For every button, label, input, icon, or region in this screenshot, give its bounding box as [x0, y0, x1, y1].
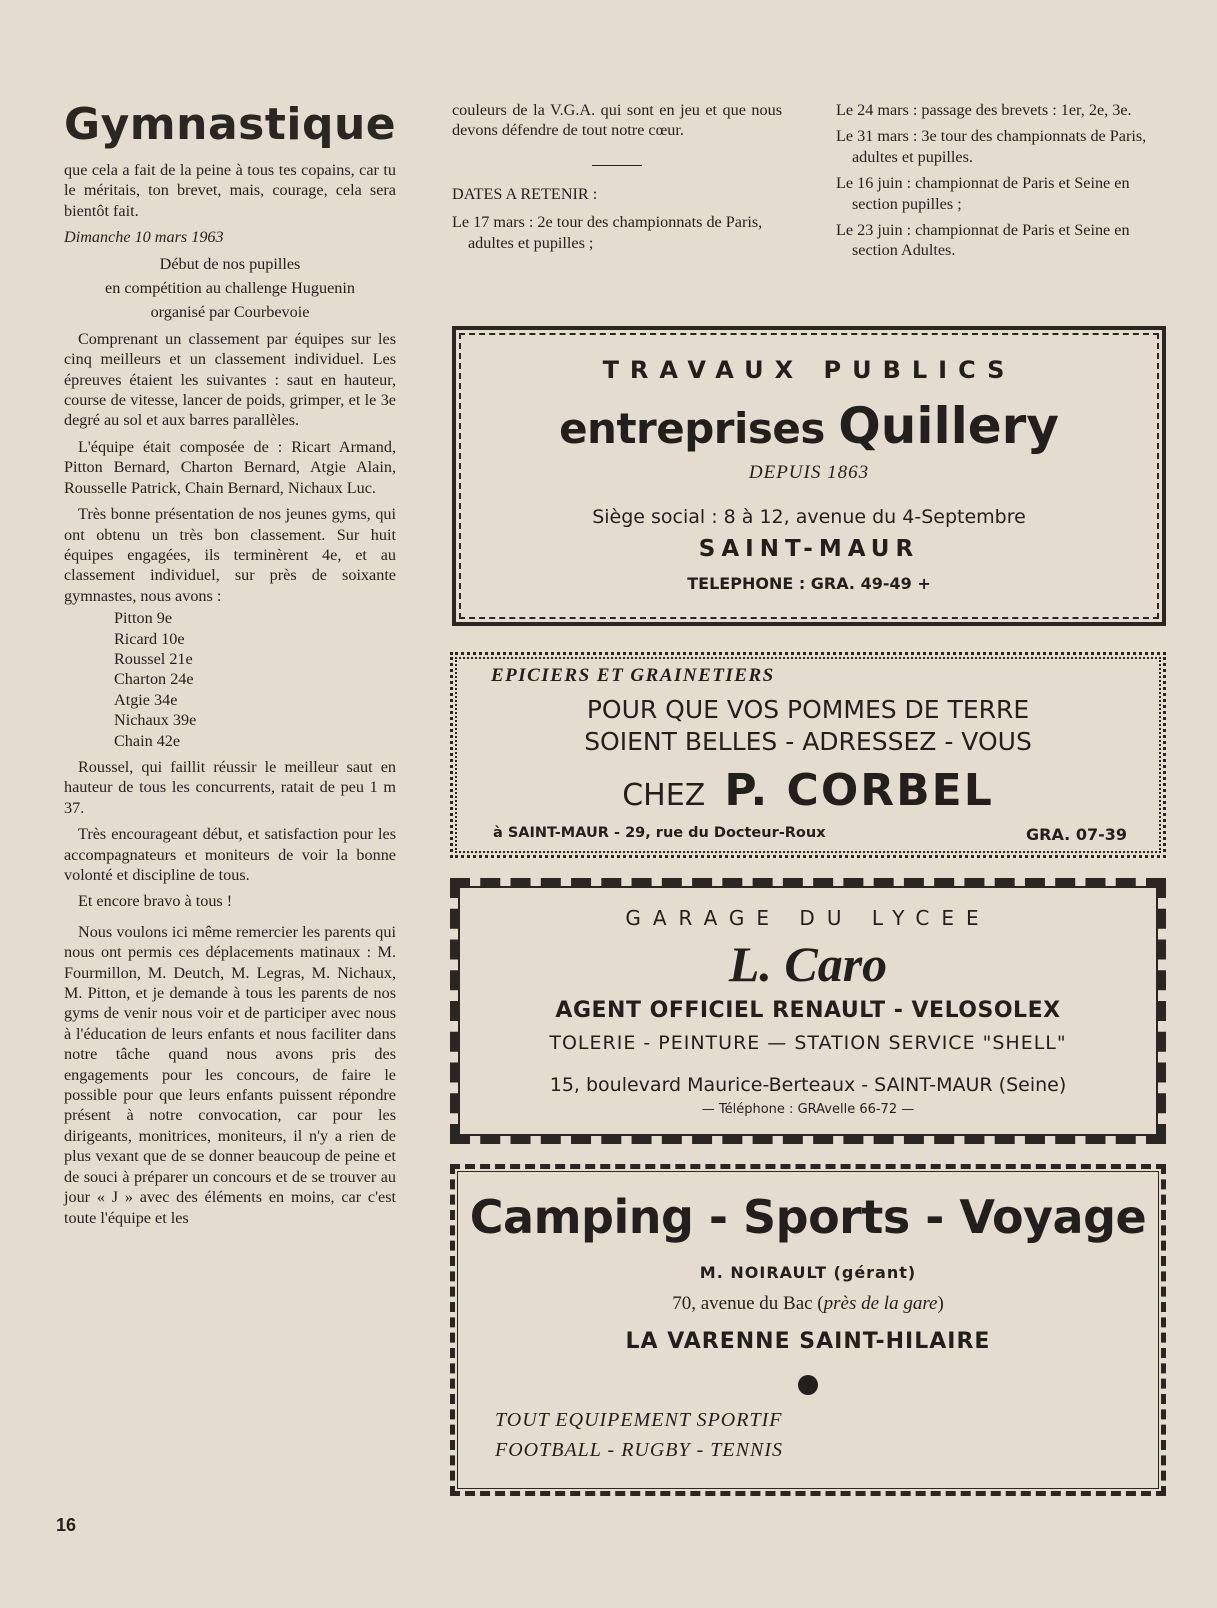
- ad-corbel-chez: CHEZ: [622, 778, 706, 813]
- ranking-item: Roussel 21e: [114, 649, 193, 668]
- ranking-item: Nichaux 39e: [114, 711, 197, 730]
- date-item: Le 17 mars : 2e tour des championnats de Paris, adultes et pupilles ;: [452, 213, 763, 252]
- ad-camping-line-4: LA VARENNE SAINT-HILAIRE: [625, 1329, 991, 1354]
- subhead-2: en compétition au challenge Huguenin: [105, 279, 355, 298]
- ad-quillery-line-5: SAINT-MAUR: [698, 536, 920, 562]
- ranking-item: Pitton 9e: [114, 609, 173, 628]
- ad-quillery-entreprises: entreprises: [559, 404, 825, 453]
- ad-caro-line-1: GARAGE DU LYCEE: [625, 906, 991, 930]
- paragraph-6: Et encore bravo à tous !: [78, 892, 233, 911]
- article-column-2: [452, 100, 782, 259]
- ad-camping-line-2: M. NOIRAULT (gérant): [699, 1263, 917, 1282]
- paragraph-7: Nous voulons ici même remercier les parents qui nous ont permis ces déplacements matinaux : M. Fourmillon, M. Deutch, M. Legras, M. Nichaux, M. Pitton, et je demande à tous les parents de nos gyms de venir nous voir et de participer avec nous à l'éducation de leurs enfants et nous faciliter dans notre tâche quand nous avons pris des engagements pour les concours, de faire le possible pour que leurs enfants puissent répondre présent à notre convocation, car pour les dirigeants, monitrices, moniteurs, il n'y a rien de plus vexant que de se donner beaucoup de peine et de souci à préparer un concours et de se trouver au jour « J » avec des éléments en moins, car c'est toute l'équipe et les: [64, 922, 396, 1227]
- ad-corbel-line-4: [453, 767, 1163, 824]
- ad-quillery-line-3: DEPUIS 1863: [748, 462, 870, 483]
- ad-camping-line-1: Camping - Sports - Voyage: [469, 1190, 1147, 1244]
- bullet-dot-icon: [798, 1375, 818, 1395]
- ad-quillery-name: Quillery: [838, 397, 1059, 455]
- dates-title: DATES A RETENIR :: [452, 184, 598, 203]
- ad-quillery-line-6: TELEPHONE : GRA. 49-49 +: [687, 574, 931, 593]
- ad-camping-addr-a: 70, avenue du Bac (: [672, 1293, 824, 1314]
- paragraph-5: Très encourageant début, et satisfaction pour les accompagnateurs et moniteurs de voir la bonne volonté et discipline de tous.: [64, 825, 396, 884]
- ad-camping: [450, 1164, 1166, 1496]
- article-title: Gymnastique: [64, 99, 397, 150]
- rankings-list: [64, 608, 396, 751]
- ranking-item: Atgie 34e: [114, 690, 178, 709]
- ad-caro-line-4: TOLERIE - PEINTURE — STATION SERVICE "SHELL": [549, 1032, 1067, 1054]
- paragraph-4: Roussel, qui faillit réussir le meilleur saut en hauteur de tous les concurrents, ratait de peu 1 m 37.: [64, 757, 396, 817]
- subhead-3: organisé par Courbevoie: [150, 303, 310, 322]
- subhead-1: Début de nos pupilles: [159, 254, 301, 273]
- divider-rule: [592, 165, 642, 166]
- ad-caro-line-2: L. Caro: [728, 936, 888, 992]
- article-column-3: [836, 100, 1170, 267]
- ad-caro-line-3: AGENT OFFICIEL RENAULT - VELOSOLEX: [555, 998, 1061, 1023]
- event-date: Dimanche 10 mars 1963: [64, 228, 224, 247]
- date-item: Le 24 mars : passage des brevets : 1er, 2e, 3e.: [836, 101, 1132, 119]
- ad-quillery-line-2: [456, 398, 1162, 457]
- ad-camping-line-6: FOOTBALL - RUGBY - TENNIS: [495, 1439, 783, 1461]
- article-column-1: [64, 100, 396, 1228]
- page-number: 16: [56, 1515, 77, 1535]
- ad-quillery: [452, 326, 1166, 626]
- ad-corbel-line-3: SOIENT BELLES - ADRESSEZ - VOUS: [584, 727, 1032, 756]
- ad-corbel-line-1: EPICIERS ET GRAINETIERS: [491, 665, 775, 686]
- ad-corbel-line-2: POUR QUE VOS POMMES DE TERRE: [586, 695, 1030, 724]
- paragraph-1: Comprenant un classement par équipes sur les cinq meilleurs et un classement individuel. Les épreuves étaient les suivantes : saut en hauteur, course de vitesse, lancer de poids, grimper, et le 3e degré au sol et aux barres parallèles.: [64, 329, 396, 430]
- ad-corbel-phone: GRA. 07-39: [1026, 825, 1127, 844]
- ad-caro-line-6: — Téléphone : GRAvelle 66-72 —: [701, 1102, 915, 1117]
- ranking-item: Chain 42e: [114, 731, 181, 750]
- paragraph-2: L'équipe était composée de : Ricart Armand, Pitton Bernard, Charton Bernard, Atgie Alain, Rousselle Patrick, Chain Bernard, Nichaux Luc.: [64, 437, 396, 497]
- ad-caro-line-5: 15, boulevard Maurice-Berteaux - SAINT-MAUR (Seine): [549, 1074, 1067, 1096]
- ad-corbel-name: P. CORBEL: [724, 765, 994, 816]
- paragraph-8: couleurs de la V.G.A. qui sont en jeu et que nous devons défendre de tout notre cœur.: [452, 101, 782, 140]
- ad-caro: [450, 878, 1166, 1144]
- paragraph-3: Très bonne présentation de nos jeunes gyms, qui ont obtenu un très bon classement. Sur huit équipes engagées, ils terminèrent 4e, et au classement individuel, sur près de soixante gymnastes, nous avons :: [64, 505, 396, 605]
- ad-camping-addr-b: près de la gare: [823, 1293, 938, 1314]
- ranking-item: Charton 24e: [114, 670, 194, 689]
- ad-camping-line-3: [455, 1293, 1161, 1315]
- ad-quillery-line-4: Siège social : 8 à 12, avenue du 4-Septembre: [592, 506, 1026, 528]
- ad-camping-addr-c: ): [937, 1293, 944, 1314]
- date-item: Le 16 juin : championnat de Paris et Seine en section pupilles ;: [836, 174, 1130, 213]
- ad-corbel-address: à SAINT-MAUR - 29, rue du Docteur-Roux: [493, 825, 826, 841]
- date-item: Le 31 mars : 3e tour des championnats de Paris, adultes et pupilles.: [836, 127, 1147, 166]
- date-item: Le 23 juin : championnat de Paris et Seine en section Adultes.: [836, 221, 1130, 260]
- ad-quillery-line-1: TRAVAUX PUBLICS: [602, 356, 1016, 384]
- ad-corbel: [450, 652, 1166, 858]
- ad-camping-line-5: TOUT EQUIPEMENT SPORTIF: [495, 1409, 783, 1431]
- ranking-item: Ricard 10e: [114, 629, 185, 648]
- paragraph-intro: que cela a fait de la peine à tous tes copains, car tu le méritais, ton brevet, mais, courage, cela sera bientôt fait.: [64, 161, 396, 220]
